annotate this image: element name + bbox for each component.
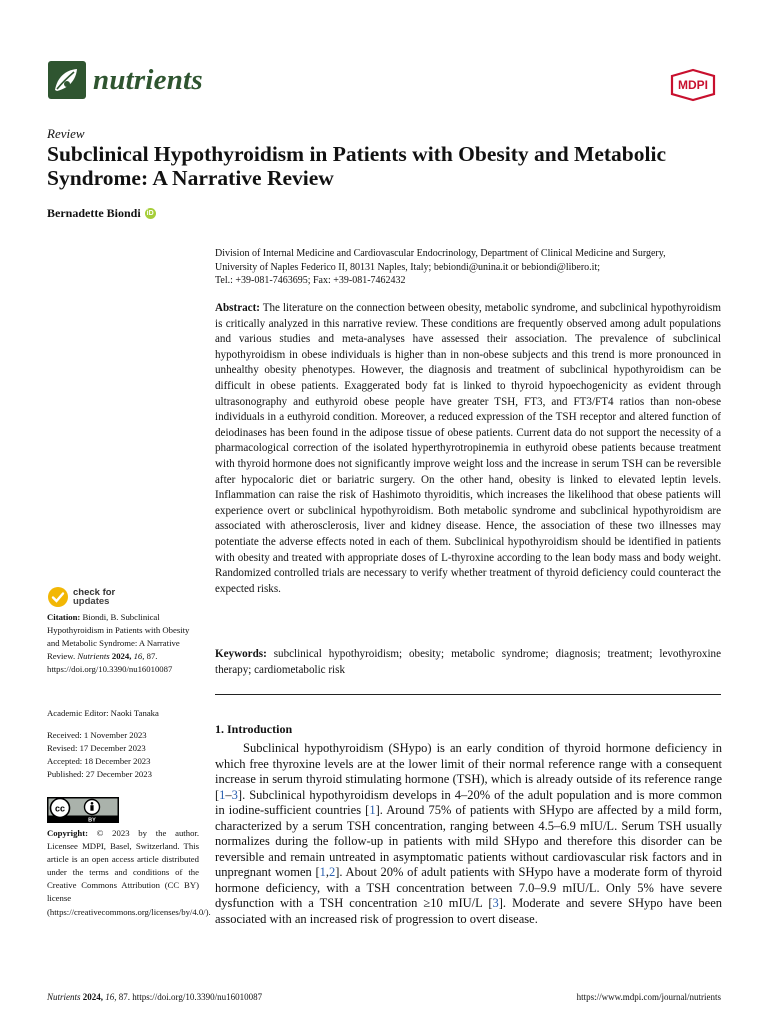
reference-link[interactable]: 1 [219,787,226,802]
publication-dates [47,729,152,781]
reference-link[interactable]: 1 [319,865,326,879]
body-text: ]. Around 75% of patients with SHypo are affected by a mild form, characterized by a serum TSH concentration, ranging between 4.5–6.9 mIU/L. Serum TSH usually normalizes during the follow-up in patients with mild SHypo and therefore this disorder can be reversible and remain untreated in asymptomatic patients without cardiovascular risk factors and in unpregnant women [ [215,803,723,879]
footer-journal-url[interactable]: https://www.mdpi.com/journal/nutrients [576,992,721,1002]
copyright [47,827,211,919]
citation-volume: 16, [133,651,145,662]
citation-journal: Nutrients [77,651,110,662]
abstract-label: Abstract: [215,302,260,314]
footer-doi[interactable]: 87. https://doi.org/10.3390/nu16010087 [118,992,263,1002]
citation-doi[interactable]: 87. https://doi.org/10.3390/nu16010087 [47,651,173,675]
affiliation-line: Division of Internal Medicine and Cardiovascular Endocrinology, Department of Clinical Medicine and Surgery, [215,248,666,259]
body-text: ]. About 20% of adult patients with SHypo have a moderate form of thyroid hormone deficiency, with a TSH concentration between 7.0–9.9 mIU/L. Only 5% have severe dysfunction with a TSH concentration ≥10 mIU/L [ [215,865,722,910]
footer-citation [47,992,262,1002]
check-for-updates[interactable] [47,586,115,608]
date-published: Published: 27 December 2023 [47,769,152,780]
keywords [215,647,721,678]
affiliation [215,247,725,288]
citation-year: 2024, [111,651,132,662]
article-title: Subclinical Hypothyroidism in Patients with Obesity and Metabolic Syndrome: A Narrative Review [47,142,666,190]
check-updates-icon [47,586,69,608]
leaf-logo-icon [47,60,87,100]
reference-link[interactable]: 1 [369,803,376,817]
date-accepted: Accepted: 18 December 2023 [47,756,151,767]
footer-year: 2024, [82,992,104,1002]
section-divider [215,694,721,695]
journal-logo [47,60,203,100]
affiliation-line: Tel.: +39-081-7463695; Fax: +39-081-7462432 [215,275,406,286]
check-updates-line: updates [73,596,110,607]
cc-by-license-icon[interactable] [47,797,119,823]
copyright-label: Copyright: [47,828,89,838]
body-text: ]. Moderate and severe SHypo have been associated with an increased risk of progression to overt disease. [215,896,722,926]
body-text: ]. Subclinical hypothyroidism develops in 4–20% of the adult population and is more common in iodine-sufficient countries [ [215,787,722,817]
date-revised: Revised: 17 December 2023 [47,743,146,754]
keywords-text: subclinical hypothyroidism; obesity; metabolic syndrome; diagnosis; treatment; levothyroxine therapy; cardiometabolic risk [215,648,721,676]
publisher-name: MDPI [678,78,708,92]
svg-text:cc: cc [54,803,66,814]
journal-name: nutrients [93,63,203,96]
cc-by-label: BY [88,817,96,823]
introduction-paragraph [215,741,722,927]
body-text: , [325,865,329,879]
body-text: – [225,787,232,802]
footer-volume: 16, [105,992,117,1002]
author-name: Bernadette Biondi [47,206,141,220]
reference-link[interactable]: 3 [492,896,499,910]
introduction-body [215,741,722,927]
section-heading: 1. Introduction [215,722,293,736]
check-updates-line: check for [73,587,116,598]
citation-label: Citation: [47,612,81,622]
reference-link[interactable]: 3 [231,787,238,802]
sidebar [47,611,211,917]
date-received: Received: 1 November 2023 [47,730,147,740]
citation [47,611,199,676]
orcid-icon[interactable]: iD [146,210,154,217]
mdpi-logo-icon [666,68,720,102]
reference-link[interactable]: 2 [329,865,336,879]
body-text: Subclinical hypothyroidism (SHypo) is an early condition of thyroid hormone deficiency in which free thyroxine levels are at the lower limit of their normal reference range with a consequent increase in serum thyroid stimulating hormone (TSH), which is already outside of its reference range [ [215,741,722,802]
affiliation-line: University of Naples Federico II, 80131 Naples, Italy; bebiondi@unina.it or bebiondi@libero.it; [215,261,601,273]
academic-editor: Academic Editor: Naoki Tanaka [47,708,159,718]
abstract-text: The literature on the connection between obesity, metabolic syndrome, and subclinical hypothyroidism is critically analyzed in this narrative review. These conditions are frequently observed among adult populations and various studies and meta-analyses have assessed their association. The prevalence of subclinical hypothyroidism in obese individuals is higher than in non-obese subjects and this trend is more pronounced in unhealthy obesity phenotypes. However, the diagnosis and treatment of subclinical hypothyroidism can be difficult in obese patients. Exaggerated body fat is linked to thyroid hypoechogenicity as evident through ultrasonography and euthyroid obese people have greater TSH, FT3, and FT3/FT4 ratios than non-obese individuals in a euthyroid condition. Moreover, a reduced expression of the TSH receptor and altered function of deiodinases has been found in the adipose tissue of obese patients. Current data do not support the necessity of a pharmacological correction of the isolated hyperthyrotropinemia in euthyroid obese patients because treatment with thyroid hormone does not significantly improve weight loss and the increase in serum TSH can be reversible after hypocaloric diet or bariatric surgery. On the other hand, obesity is linked to elevated leptin levels. Inflammation can raise the risk of Hashimoto thyroiditis, which increases the likelihood that obese patients will experience overt or subclinical hypothyroidism. Both metabolic syndrome and subclinical hypothyroidism are associated with atherosclerosis, liver and kidney disease. Hence, the association of these two illnesses may potentiate the adverse effects noted in each of them. Subclinical hypothyroidism should be identified in patients with obesity and treated with appropriate doses of L-thyroxine according to the lean body mass and body weight. Randomized controlled trials are necessary to verify whether treatment of thyroid deficiency could counteract the expected risks. [215,302,721,595]
copyright-text: © 2023 by the author. Licensee MDPI, Basel, Switzerland. This article is an open access article distributed under the terms and conditions of the Creative Commons Attribution (CC BY) license (https://creativecommons.org/licenses/by/4.0/). [47,828,211,917]
abstract [215,301,721,597]
keywords-label: Keywords: [215,648,267,660]
author [47,206,156,221]
citation-text: Biondi, B. Subclinical Hypothyroidism in Patients with Obesity and Metabolic Syndrome: A Narrative Review. [47,612,190,662]
article-type: Review [47,126,85,141]
footer-journal: Nutrients [47,992,81,1002]
